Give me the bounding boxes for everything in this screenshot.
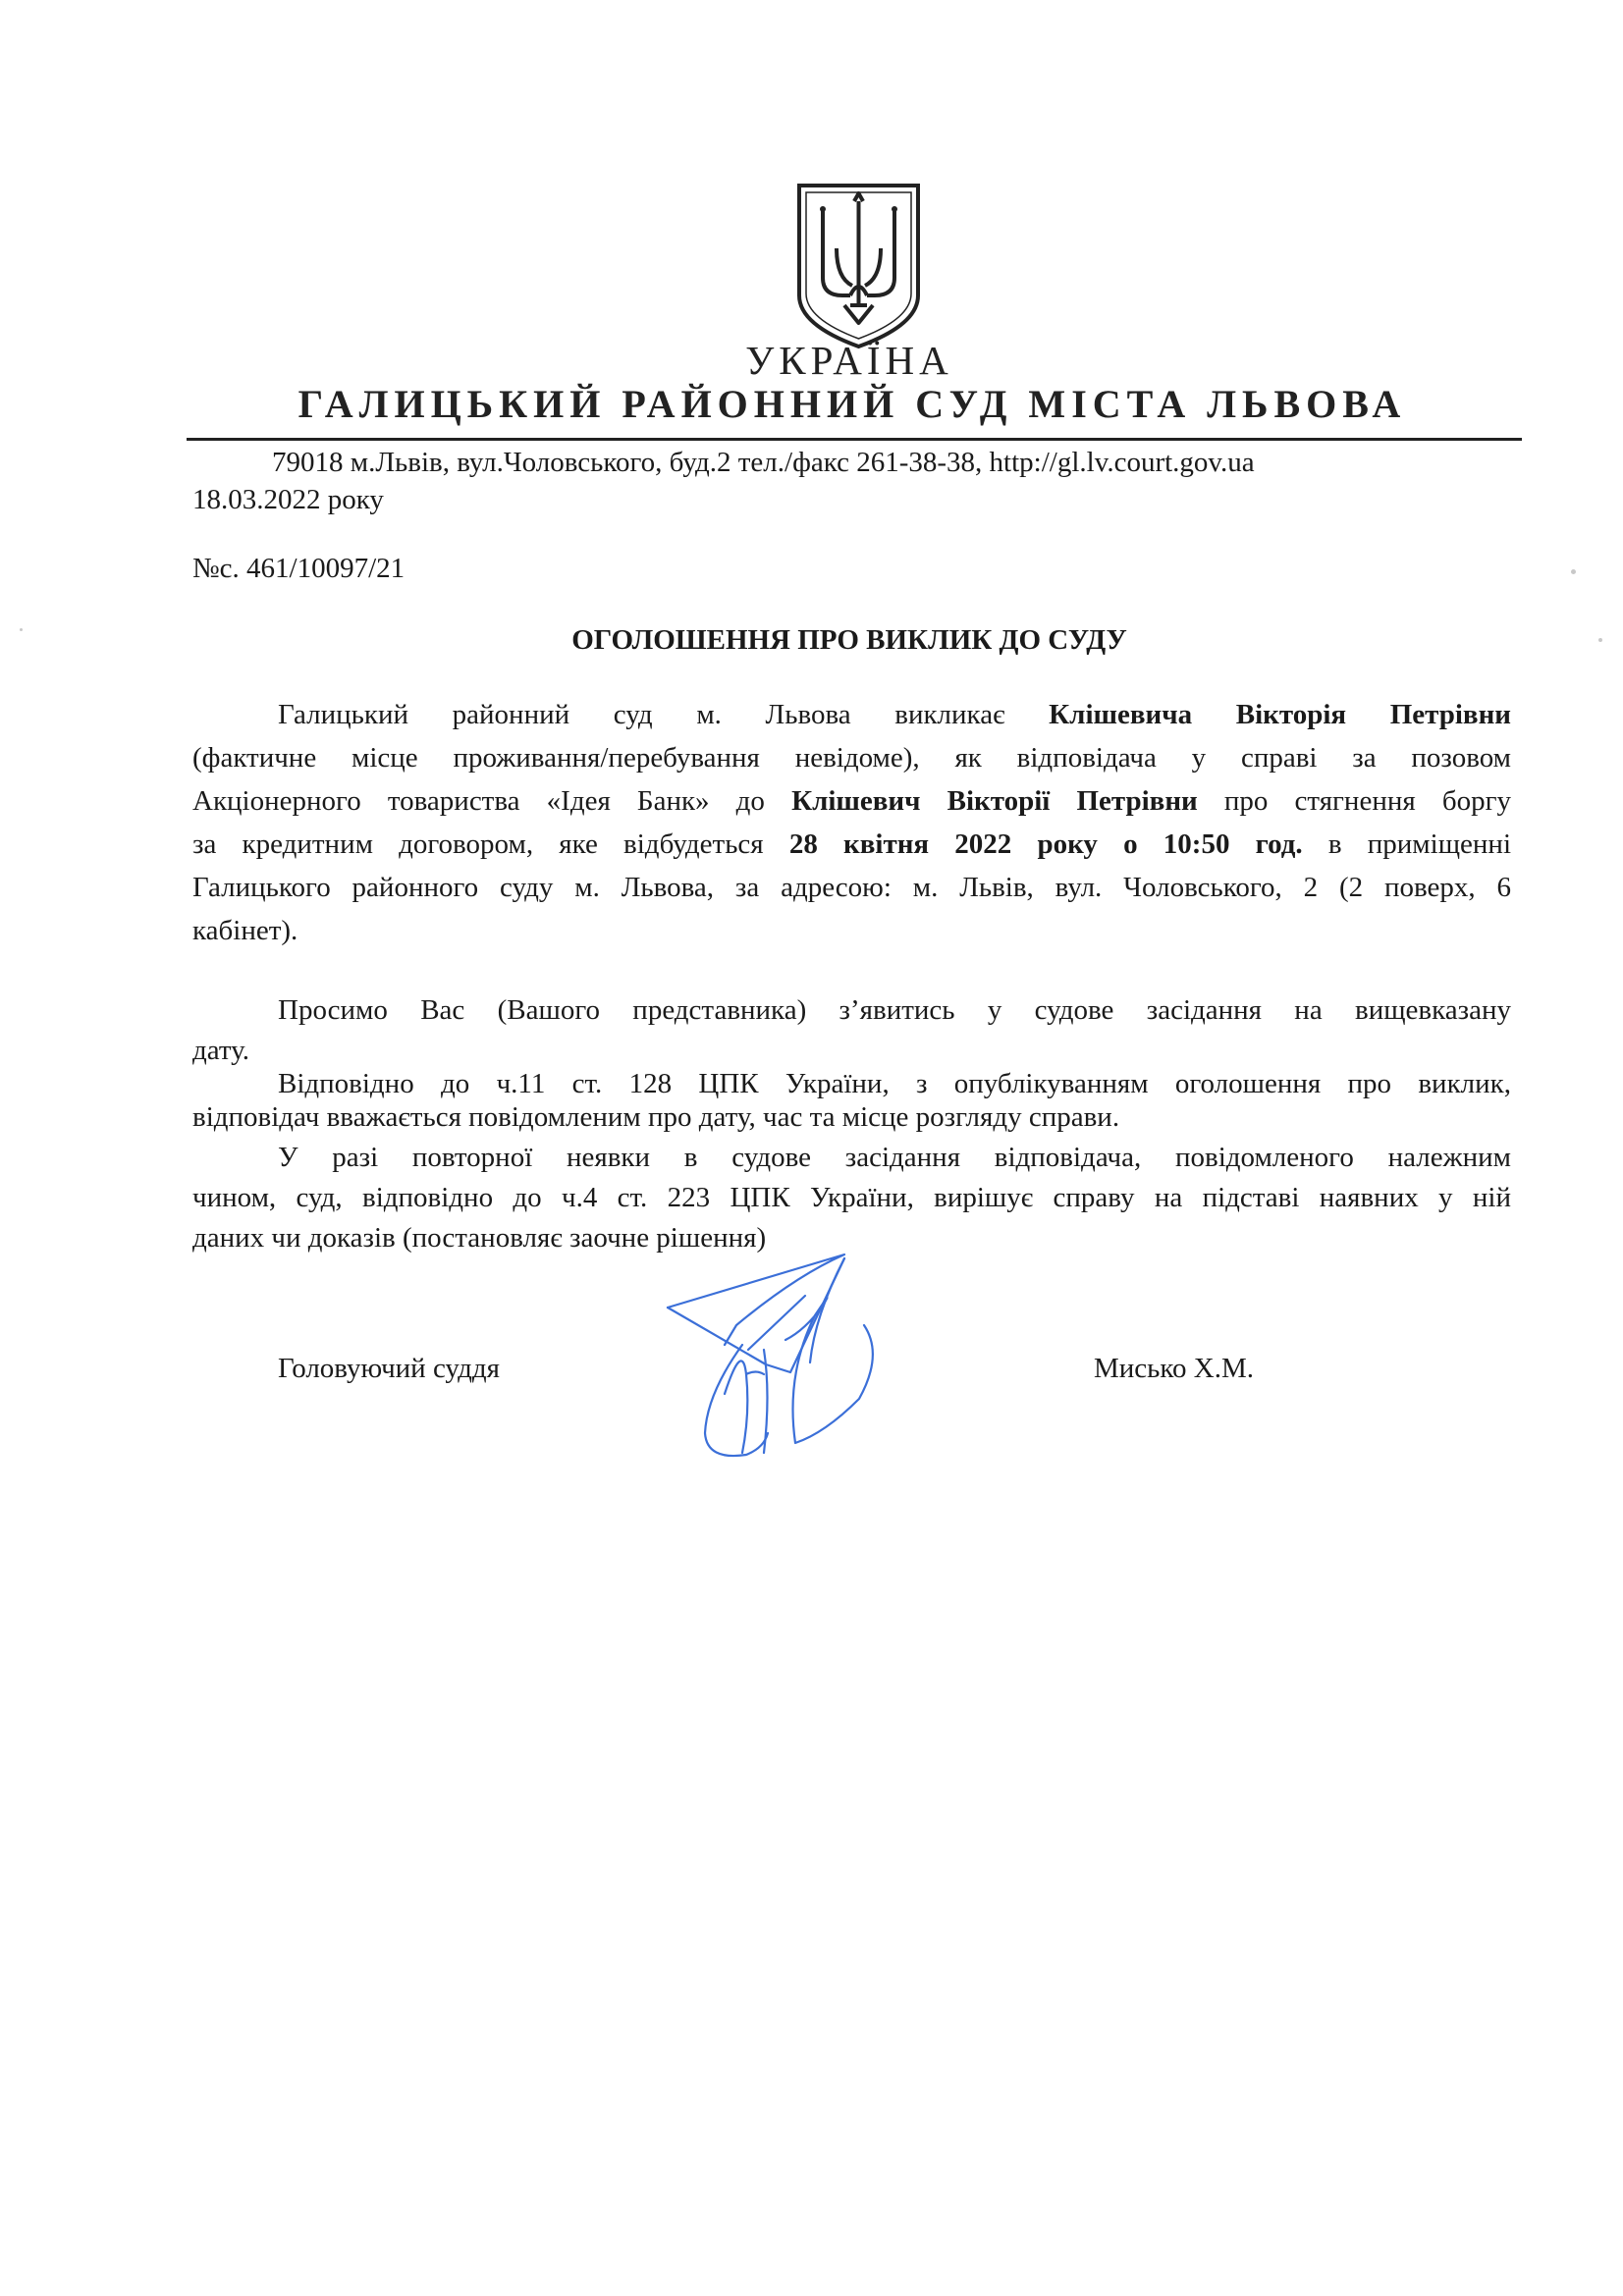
document-date: 18.03.2022 року	[192, 484, 384, 515]
defendant-name-bold: Клішевича Вікторія Петрівни	[1049, 699, 1511, 730]
hearing-datetime-bold: 28 квітня 2022 року о 10:50 год.	[788, 828, 1303, 860]
scan-speck	[1571, 569, 1576, 574]
scan-speck	[1598, 638, 1602, 642]
court-name-heading: ГАЛИЦЬКИЙ РАЙОННИЙ СУД МІСТА ЛЬВОВА	[298, 382, 1407, 426]
paragraph-1-line-1	[278, 698, 1511, 731]
paragraph-3-line-1: Відповідно до ч.11 ст. 128 ЦПК України, з опублікуванням оголошення про виклик,	[278, 1068, 1511, 1099]
paragraph-4-line-3: даних чи доказів (постановляє заочне рішення)	[192, 1222, 767, 1254]
p1-text: в приміщенні	[1302, 828, 1511, 860]
p1-text: Акціонерного товариства «Ідея Банк» до	[192, 785, 792, 817]
country-heading: УКРАЇНА	[745, 338, 953, 383]
defendant-name-bold: Клішевич Вікторії Петрівни	[791, 785, 1198, 817]
coat-of-arms-emblem	[793, 180, 924, 351]
paragraph-1-line-4	[192, 828, 1511, 861]
p1-text: про стягнення боргу	[1197, 785, 1511, 817]
p1-text: за кредитним договором, яке відбудеться	[192, 828, 789, 860]
document-title: ОГОЛОШЕННЯ ПРО ВИКЛИК ДО СУДУ	[571, 624, 1127, 656]
case-number: №с. 461/10097/21	[192, 553, 406, 584]
paragraph-1-line-3	[192, 784, 1511, 818]
paragraph-3-line-2: відповідач вважається повідомленим про дату, час та місце розгляду справи.	[192, 1101, 1120, 1133]
paragraph-1-line-5: Галицького районного суду м. Львова, за адресою: м. Львів, вул. Чоловського, 2 (2 поверх, 6	[192, 872, 1511, 903]
paragraph-1-line-2: (фактичне місце проживання/перебування невідоме), як відповідача у справі за позовом	[192, 742, 1511, 774]
p1-text: Галицький районний суд м. Львова викликає	[278, 699, 1050, 730]
judge-name: Мисько Х.М.	[1094, 1353, 1254, 1384]
handwritten-signature	[648, 1247, 903, 1472]
paragraph-2-line-1: Просимо Вас (Вашого представника) з’явитись у судове засідання на вищевказану	[278, 994, 1511, 1026]
paragraph-4-line-1: У разі повторної неявки в судове засідання відповідача, повідомленого належним	[278, 1142, 1511, 1173]
paragraph-2-line-2: дату.	[192, 1035, 250, 1066]
paragraph-1-line-6: кабінет).	[192, 915, 298, 946]
header-divider	[187, 438, 1522, 441]
scan-speck	[20, 628, 23, 631]
court-address: 79018 м.Львів, вул.Чоловського, буд.2 тел./факс 261-38-38, http://gl.lv.court.gov.ua	[272, 447, 1255, 478]
signature-role: Головуючий суддя	[278, 1353, 500, 1384]
paragraph-4-line-2: чином, суд, відповідно до ч.4 ст. 223 ЦПК України, вирішує справу на підставі наявних у ній	[192, 1182, 1511, 1213]
